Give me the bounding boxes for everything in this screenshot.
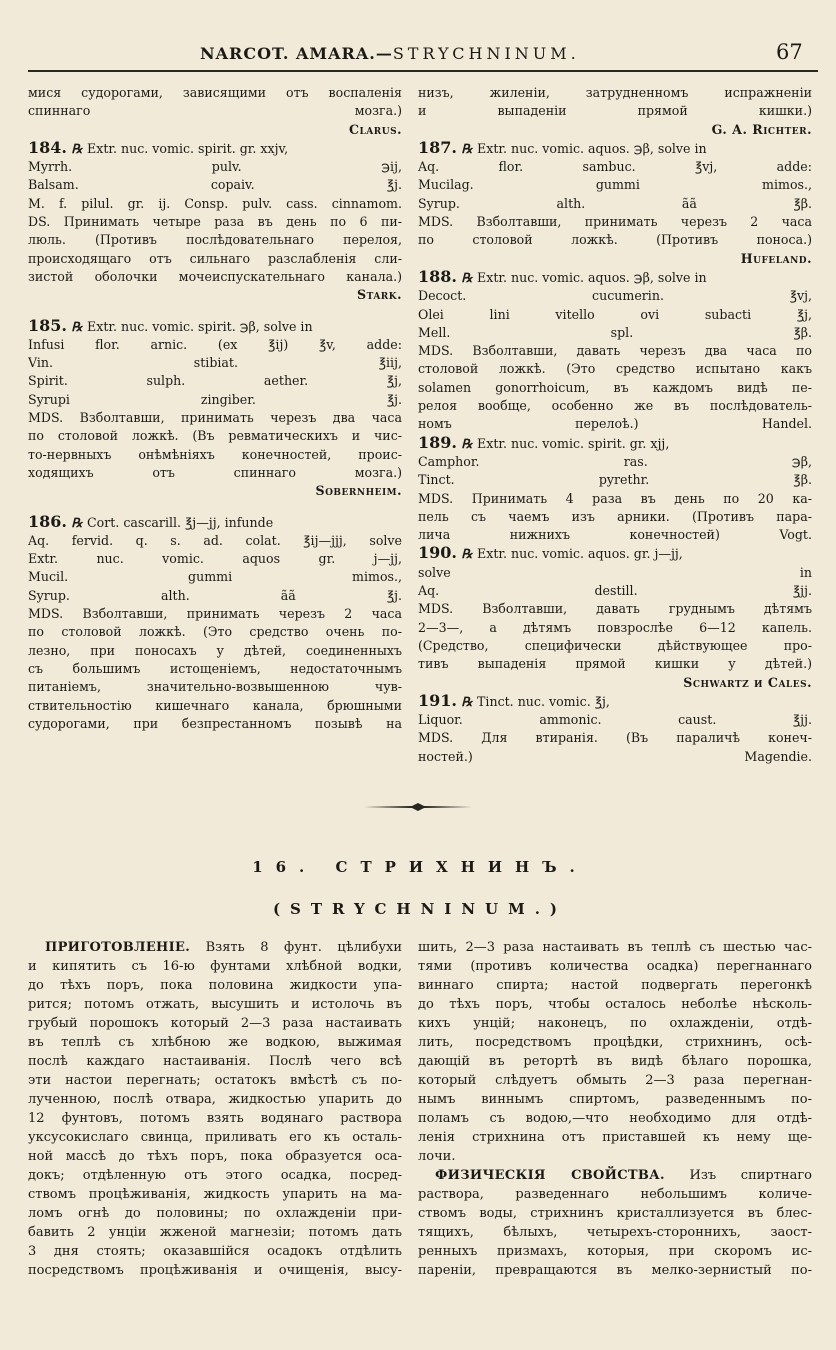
text-line: послѣ каждаго настаиванія. Послѣ чего всѣ bbox=[28, 1054, 402, 1069]
text-line: до тѣхъ поръ, пока половина жидкости упа- bbox=[28, 978, 402, 993]
recipe-symbol: ℞ bbox=[456, 546, 478, 562]
text-line: эти настои перегнать; остатокъ вмѣстѣ съ по- bbox=[28, 1073, 402, 1088]
text-line: судорогами, при безпрестанномъ позывѣ на bbox=[28, 715, 402, 731]
recipe-symbol: ℞ bbox=[456, 140, 478, 156]
text-line: 12 фунтовъ, потомъ взять водянаго раствора bbox=[28, 1111, 402, 1126]
prescription-text: Tinct. nuc. vomic. ℥j, bbox=[477, 693, 610, 709]
text-line: ломъ огнѣ до половины; по охлажденіи при- bbox=[28, 1206, 402, 1221]
text-line: лить, посредствомъ процѣдки, стрихнинъ, осѣ- bbox=[418, 1035, 812, 1050]
prescription-number: 188. bbox=[418, 267, 457, 286]
text-line: ствительностію кишечнаго канала, брюшными bbox=[28, 697, 402, 713]
text-line: по столовой ложкѣ. (Это средство очень по- bbox=[28, 624, 402, 640]
prescription-number: 191. bbox=[418, 691, 457, 710]
text-line: лученною, послѣ отвара, жидкостью упарить до bbox=[28, 1092, 402, 1107]
text-line: Mucil. gummi mimos., bbox=[28, 569, 402, 585]
text-line: Myrrh. pulv. ℈ij, bbox=[28, 159, 402, 175]
text-line: solve in bbox=[418, 564, 812, 580]
text-line: то-нервныхъ онѣмѣніяхъ конечностей, проис- bbox=[28, 446, 402, 462]
text-line: Extr. nuc. vomic. aquos gr. j—jj, bbox=[28, 551, 402, 567]
text-line: Aq. fervid. q. s. ad. colat. ℥ij—jjj, solve bbox=[28, 532, 402, 548]
prescription-source: Hufeland. bbox=[740, 250, 812, 266]
text-line: номъ перелоѣ.) Handel. bbox=[418, 416, 812, 432]
prescription-text: Extr. nuc. vomic. aquos. ℈β, solve in bbox=[477, 140, 707, 156]
text-line: мися судорогами, зависящими отъ воспаленія bbox=[28, 85, 402, 100]
text-line: по столовой ложкѣ. (Противъ поноса.) bbox=[418, 232, 812, 248]
text-line: solamen gonorrhoicum, въ каждомъ видѣ пе- bbox=[418, 379, 812, 395]
prescription-number: 185. bbox=[28, 316, 67, 335]
text-line: Liquor. ammonic. caust. ℥jj. bbox=[418, 712, 812, 728]
text-line: DS. Принимать четыре раза въ день по 6 пи- bbox=[28, 214, 402, 230]
prescription-source: G. A. Richter. bbox=[711, 121, 812, 137]
page-number: 67 bbox=[776, 40, 803, 64]
text-line: MDS. Взболтавши, принимать черезъ 2 часа bbox=[28, 606, 402, 622]
prescription-text: Extr. nuc. vomic. aquos. gr. j—jj, bbox=[477, 546, 683, 562]
prescription-text: Cort. cascarill. ℥j—jj, infunde bbox=[87, 514, 274, 530]
prescription-text: Extr. nuc. vomic. aquos. ℈β, solve in bbox=[477, 269, 707, 285]
right-column-top bbox=[418, 84, 812, 766]
recipe-symbol: ℞ bbox=[66, 318, 88, 334]
text-line: рится; потомъ отжать, высушить и истолочь въ bbox=[28, 997, 402, 1012]
text-line: лезно, при поносахъ у дѣтей, соединенныхъ bbox=[28, 642, 402, 658]
text-line: пареніи, превращаются въ мелко-зернистый по- bbox=[418, 1263, 812, 1278]
prescription-start bbox=[418, 544, 812, 563]
text-line: по столовой ложкѣ. (Въ ревматическихъ и чис- bbox=[28, 428, 402, 444]
text-line: раствора, разведеннаго небольшимъ количе- bbox=[418, 1187, 812, 1202]
text-line: Decoct. cucumerin. ℥vj, bbox=[418, 288, 812, 304]
text-line: который слѣдуетъ обмыть 2—3 раза перегнан- bbox=[418, 1073, 812, 1088]
text-line: люль. (Противъ послѣдовательнаго перелоя, bbox=[28, 232, 402, 248]
text-line: Spirit. sulph. aether. ℥j, bbox=[28, 373, 402, 389]
text-line: Syrup. alth. ãã ℥j. bbox=[28, 587, 402, 603]
right-column-bottom bbox=[418, 938, 812, 1280]
text-line: тями (противъ количества осадка) перегнаннаго bbox=[418, 959, 812, 974]
recipe-symbol: ℞ bbox=[66, 140, 88, 156]
text-line: въ теплѣ съ хлѣбною же водкою, выжимая bbox=[28, 1035, 402, 1050]
text-line: виннаго спирта; настой подвергать перегонкѣ bbox=[418, 978, 812, 993]
text-line: дающій въ ретортѣ въ видѣ бѣлаго порошка, bbox=[418, 1054, 812, 1069]
text-line: ностей.) Magendie. bbox=[418, 748, 812, 764]
text-line: M. f. pilul. gr. ij. Consp. pulv. cass. cinnamom. bbox=[28, 195, 402, 211]
section-subtitle: (STRYCHNINUM.) bbox=[272, 900, 568, 918]
prescription-number: 190. bbox=[418, 544, 457, 563]
section-ornament bbox=[362, 802, 474, 812]
text-line: Olei lini vitello ovi subacti ℥j, bbox=[418, 306, 812, 322]
prescription-source: Sobernheim. bbox=[315, 483, 402, 499]
text-line: 3 дня стоять; оказавшійся осадокъ отдѣлить bbox=[28, 1244, 402, 1259]
text-line: тивъ выпаденія прямой кишки у дѣтей.) bbox=[418, 656, 812, 672]
running-head-left: NARCOT. AMARA.— bbox=[200, 44, 393, 63]
text-line: посредствомъ процѣживанія и очищенія, высу- bbox=[28, 1263, 402, 1278]
text-line: питаніемъ, значительно-возвышенною чув- bbox=[28, 679, 402, 695]
prescription-start bbox=[418, 692, 812, 711]
text-line: съ большимъ истощеніемъ, недостаточнымъ bbox=[28, 660, 402, 676]
text-line: докъ; отдѣленную отъ этого осадка, посред- bbox=[28, 1168, 402, 1183]
text-line: MDS. Для втиранія. (Въ параличѣ конеч- bbox=[418, 730, 812, 746]
prescription-number: 189. bbox=[418, 433, 457, 452]
paragraph-lead bbox=[28, 938, 402, 957]
prescription-start bbox=[418, 139, 812, 158]
running-head bbox=[200, 44, 620, 63]
prescription-text: Extr. nuc. vomic. spirit. ℈β, solve in bbox=[87, 318, 313, 334]
text-line: нымъ виннымъ спиртомъ, разведеннымъ по- bbox=[418, 1092, 812, 1107]
text-line: спиннаго мозга.) bbox=[28, 103, 402, 119]
text-line: ленія стрихнина отъ приставшей къ нему ще- bbox=[418, 1130, 812, 1145]
text-line: ствомъ процѣживанія, жидкость упарить на ма- bbox=[28, 1187, 402, 1202]
text-line: лича нижнихъ конечностей) Vogt. bbox=[418, 527, 812, 543]
text-line: Camphor. ras. ℈β, bbox=[418, 453, 812, 469]
left-column-top bbox=[28, 84, 402, 733]
paragraph-heading: ФИЗИЧЕСКІЯ СВОЙСТВА. bbox=[435, 1168, 665, 1183]
text-line: ренныхъ призмахъ, которыя, при скоромъ ис- bbox=[418, 1244, 812, 1259]
text-line: Tinct. pyrethr. ℥β. bbox=[418, 472, 812, 488]
text-line: MDS. Взболтавши, давать черезъ два часа по bbox=[418, 343, 812, 359]
text-line: уксусокислаго свинца, приливать его къ осталь- bbox=[28, 1130, 402, 1145]
text-line: MDS. Взболтавши, принимать черезъ два часа bbox=[28, 410, 402, 426]
text-line: MDS. Взболтавши, давать груднымъ дѣтямъ bbox=[418, 601, 812, 617]
recipe-symbol: ℞ bbox=[456, 435, 478, 451]
text-line: пель съ чаемъ изъ арники. (Противъ пара- bbox=[418, 508, 812, 524]
text-line: Aq. flor. sambuc. ℥vj, adde: bbox=[418, 159, 812, 175]
text-line: зистой оболочки мочеиспускательнаго канала.) bbox=[28, 268, 402, 284]
text-line: MDS. Взболтавши, принимать черезъ 2 часа bbox=[418, 214, 812, 230]
recipe-symbol: ℞ bbox=[66, 514, 88, 530]
text-line: (Средство, специфически дѣйствующее про- bbox=[418, 637, 812, 653]
prescription-text: Extr. nuc. vomic. spirit. gr. xxjv, bbox=[87, 140, 289, 156]
text-line: Aq. destill. ℥jj. bbox=[418, 583, 812, 599]
text-line: бавить 2 унціи жженой магнезіи; потомъ дать bbox=[28, 1225, 402, 1240]
paragraph-gap bbox=[28, 501, 402, 513]
section-title: 16. СТРИХНИНЪ. bbox=[252, 858, 588, 876]
text-line: тящихъ, бѣлыхъ, четырехъ-стороннихъ, заост- bbox=[418, 1225, 812, 1240]
text-line: Mell. spl. ℥β. bbox=[418, 324, 812, 340]
prescription-start bbox=[28, 317, 402, 336]
prescription-source: Stark. bbox=[357, 287, 402, 303]
text-line: столовой ложкѣ. (Это средство испытано какъ bbox=[418, 361, 812, 377]
prescription-number: 184. bbox=[28, 138, 67, 157]
text-line: ходящихъ отъ спиннаго мозга.) bbox=[28, 464, 402, 480]
text-line: Vin. stibiat. ℥iij, bbox=[28, 355, 402, 371]
text-line: шить, 2—3 раза настаивать въ теплѣ съ шестью час- bbox=[418, 940, 812, 955]
prescription-start bbox=[418, 268, 812, 287]
running-head-right: STRYCHNINUM. bbox=[392, 44, 580, 63]
text-line: MDS. Принимать 4 раза въ день по 20 ка- bbox=[418, 490, 812, 506]
text-line: происходящаго отъ сильнаго разслабленія сли- bbox=[28, 250, 402, 266]
text-line: 2—3—, а дѣтямъ повзрослѣе 6—12 капель. bbox=[418, 619, 812, 635]
prescription-source: Schwartz и Cales. bbox=[683, 674, 812, 690]
text-line: лочи. bbox=[418, 1149, 456, 1164]
prescription-start bbox=[28, 139, 402, 158]
header-rule bbox=[28, 70, 818, 72]
text-line: ствомъ воды, стрихнинъ кристаллизуется въ блес- bbox=[418, 1206, 812, 1221]
text-line: и выпаденіи прямой кишки.) bbox=[418, 103, 812, 119]
paragraph-text: Взять 8 фунт. цѣлибухи bbox=[190, 940, 402, 955]
text-line: Balsam. copaiv. ℥j. bbox=[28, 177, 402, 193]
text-line: грубый порошокъ который 2—3 раза настаивать bbox=[28, 1016, 402, 1031]
text-line: Syrupi zingiber. ℥j. bbox=[28, 391, 402, 407]
paragraph-gap bbox=[28, 305, 402, 317]
text-line: до тѣхъ поръ, чтобы осталось неболѣе нѣсколь- bbox=[418, 997, 812, 1012]
text-line: Mucilag. gummi mimos., bbox=[418, 177, 812, 193]
text-line: Infusi flor. arnic. (ex ℥ij) ℥v, adde: bbox=[28, 336, 402, 352]
prescription-start bbox=[28, 513, 402, 532]
paragraph-text: Изъ спиртнаго bbox=[664, 1168, 812, 1183]
text-line: ной массѣ до тѣхъ поръ, пока образуется оса- bbox=[28, 1149, 402, 1164]
text-line: Syrup. alth. ãã ℥β. bbox=[418, 195, 812, 211]
text-line: поламъ съ водою,—что необходимо для отдѣ- bbox=[418, 1111, 812, 1126]
prescription-number: 187. bbox=[418, 138, 457, 157]
paragraph-lead bbox=[418, 1166, 812, 1185]
left-column-bottom bbox=[28, 938, 402, 1280]
text-line: релоя вообще, особенно же въ послѣдователь- bbox=[418, 398, 812, 414]
text-line: и кипятить съ 16-ю фунтами хлѣбной водки, bbox=[28, 959, 402, 974]
prescription-start bbox=[418, 434, 812, 453]
text-line: низъ, жиленіи, затрудненномъ испражненіи bbox=[418, 85, 812, 100]
recipe-symbol: ℞ bbox=[456, 269, 478, 285]
paragraph-heading: ПРИГОТОВЛЕНІЕ. bbox=[45, 940, 191, 955]
prescription-source: Clarus. bbox=[348, 121, 402, 137]
prescription-number: 186. bbox=[28, 512, 67, 531]
recipe-symbol: ℞ bbox=[456, 693, 478, 709]
prescription-text: Extr. nuc. vomic. spirit. gr. xjj, bbox=[477, 435, 670, 451]
text-line: кихъ унцій; наконецъ, по охлажденіи, отдѣ- bbox=[418, 1016, 812, 1031]
